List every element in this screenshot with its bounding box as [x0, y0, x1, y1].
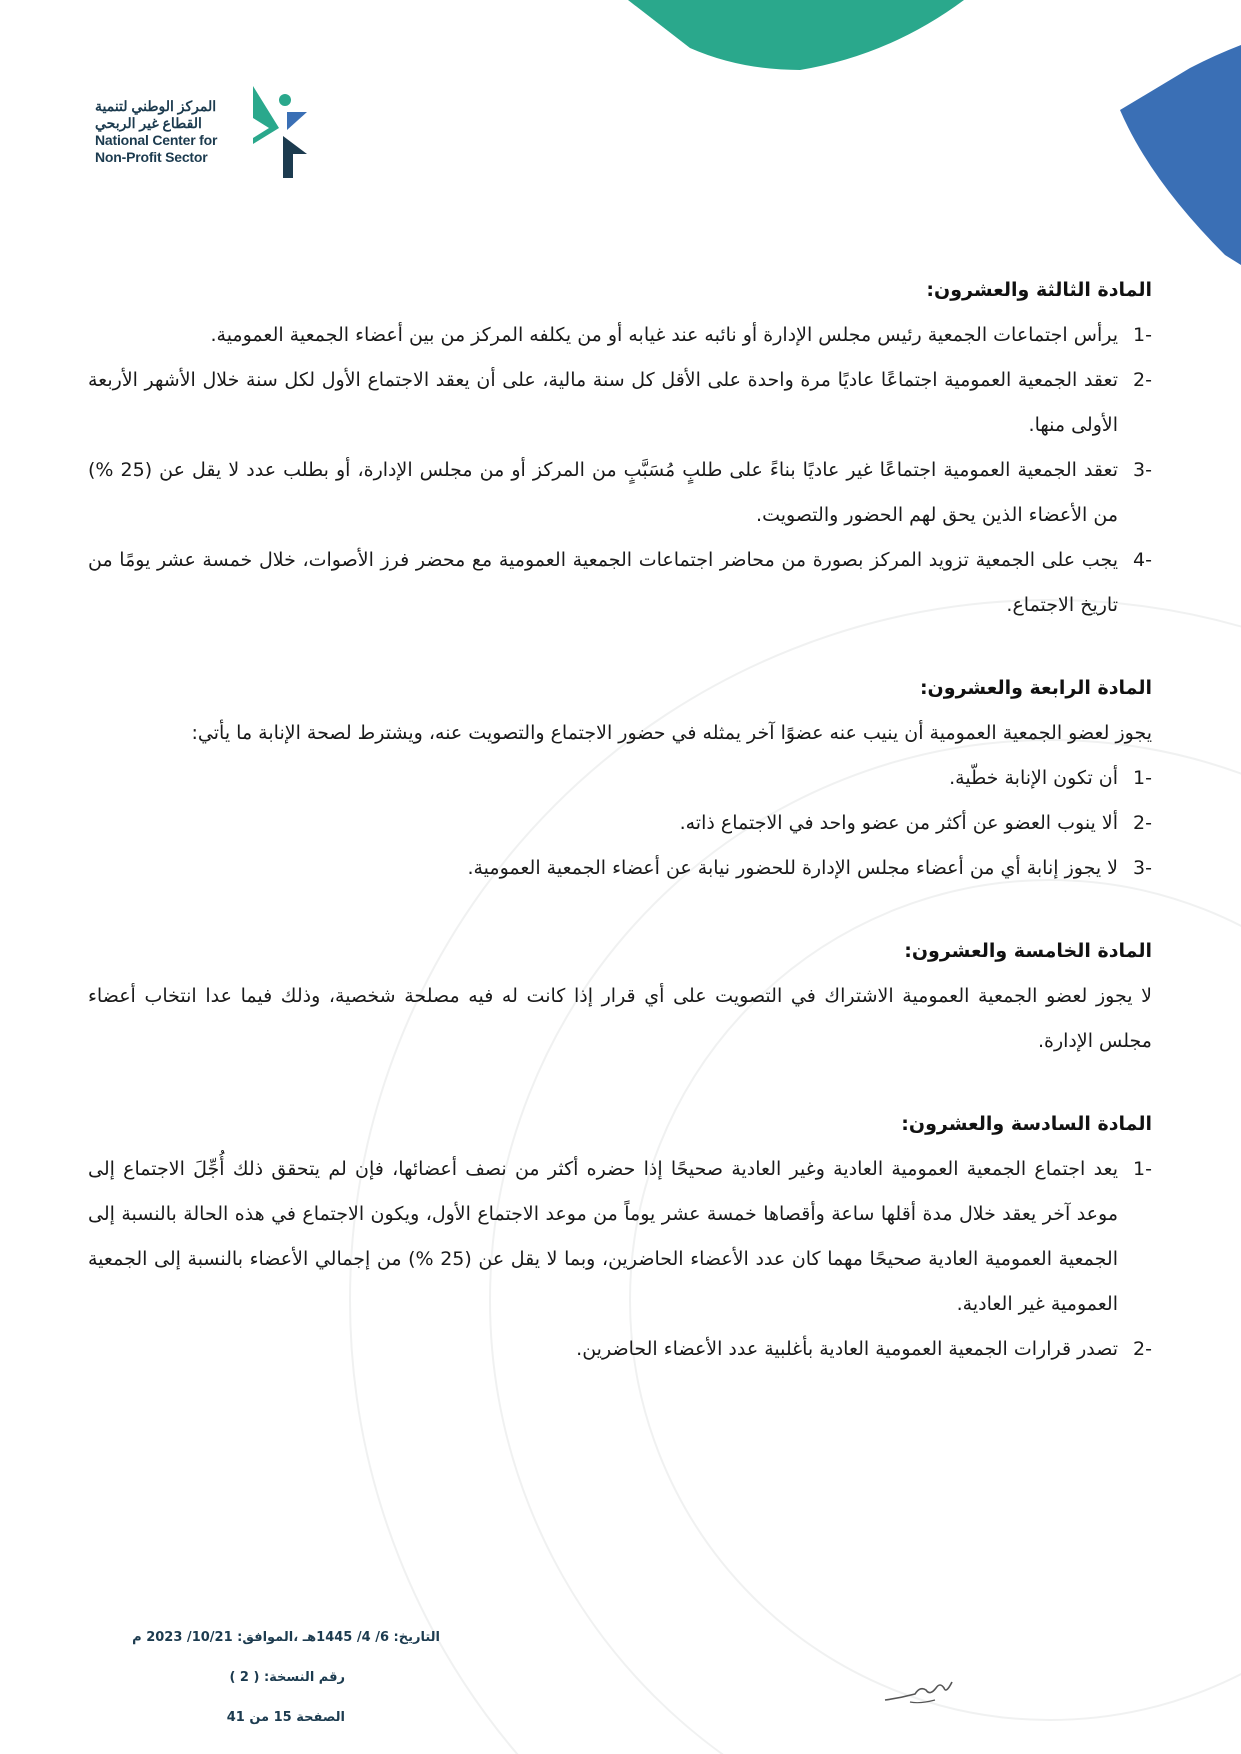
footer-page-number: الصفحة 15 من 41 — [226, 1710, 345, 1725]
item-text: يعد اجتماع الجمعية العمومية العادية وغير العادية صحيحًا إذا حضره أكثر من نصف أعضائها، فإن لم يتحقق ذلك أُجِّلَ الاجتماع إلى موعد آخر يعقد خلال مدة أقلها ساعة وأقصاها خمسة عشر يوماً من موعد الاجتماع الأول، ويكون الاجتماع في هذه الحالة بالنسبة إلى الجمعية العمومية العادية صحيحًا مهما كان عدد الأعضاء الحاضرين، وبما لا يقل عن (25 %) من إجمالي الأعضاء بالنسبة إلى الجمعية العمومية غير العادية. — [88, 1158, 1119, 1315]
item-number: 3- — [1133, 459, 1152, 481]
item-number: 2- — [1133, 1338, 1152, 1360]
footer-date: التاريخ: 6/ 4/ 1445هـ ،الموافق: 10/21/ 2023 م — [132, 1630, 440, 1645]
item-number: 1- — [1133, 1158, 1152, 1180]
item-text: تصدر قرارات الجمعية العمومية العادية بأغلبية عدد الأعضاء الحاضرين. — [576, 1338, 1118, 1360]
article-26 — [88, 1102, 1152, 1372]
item-number: 1- — [1133, 324, 1152, 346]
logo-mark-icon — [245, 78, 325, 188]
article-25 — [88, 929, 1152, 1064]
teal-corner-shape — [628, 0, 964, 70]
item-number: 3- — [1133, 857, 1152, 879]
article-item — [88, 1147, 1152, 1327]
logo-arabic-line1: المركز الوطني لتنمية — [95, 98, 217, 114]
article-intro: يجوز لعضو الجمعية العمومية أن ينيب عنه عضوًا آخر يمثله في حضور الاجتماع والتصويت عنه، ويشترط لصحة الإنابة ما يأتي: — [191, 722, 1152, 744]
article-item — [88, 358, 1152, 448]
article-item — [88, 448, 1152, 538]
blue-corner-shape — [1120, 45, 1241, 265]
article-23 — [88, 268, 1152, 628]
article-heading: المادة الخامسة والعشرون: — [904, 940, 1152, 962]
article-heading: المادة السادسة والعشرون: — [901, 1113, 1152, 1135]
article-subitem — [88, 756, 1152, 801]
item-text: يرأس اجتماعات الجمعية رئيس مجلس الإدارة أو نائبه عند غيابه أو من يكلفه المركز من بين أعضاء الجمعية العمومية. — [210, 324, 1118, 346]
item-number: 4- — [1133, 549, 1152, 571]
article-subitem — [88, 846, 1152, 891]
organization-logo — [95, 78, 335, 188]
article-heading: المادة الثالثة والعشرون: — [926, 279, 1152, 301]
logo-text — [95, 98, 255, 166]
logo-arabic-line2: القطاع غير الربحي — [95, 115, 202, 131]
article-subitem — [88, 801, 1152, 846]
article-item — [88, 538, 1152, 628]
document-body — [88, 268, 1152, 1372]
article-item — [88, 313, 1152, 358]
item-text: تعقد الجمعية العمومية اجتماعًا عاديًا مرة واحدة على الأقل كل سنة مالية، على أن يعقد الاجتماع الأول لكل سنة خلال الأشهر الأربعة الأولى منها. — [88, 369, 1118, 436]
item-number: 2- — [1133, 369, 1152, 391]
logo-english-line2: Non-Profit Sector — [95, 149, 208, 165]
article-intro: لا يجوز لعضو الجمعية العمومية الاشتراك في التصويت على أي قرار إذا كانت له فيه مصلحة شخصية، وذلك فيما عدا انتخاب أعضاء مجلس الإدارة. — [88, 985, 1152, 1052]
article-item — [88, 1327, 1152, 1372]
item-number: 1- — [1133, 767, 1152, 789]
article-heading: المادة الرابعة والعشرون: — [919, 677, 1152, 699]
article-24 — [88, 666, 1152, 891]
signature-mark — [880, 1668, 960, 1708]
item-text: أن تكون الإنابة خطّية. — [949, 767, 1118, 789]
footer-version: رقم النسخة: ( 2 ) — [229, 1670, 345, 1685]
logo-english-line1: National Center for — [95, 132, 218, 148]
item-text: لا يجوز إنابة أي من أعضاء مجلس الإدارة للحضور نيابة عن أعضاء الجمعية العمومية. — [467, 857, 1118, 879]
item-text: يجب على الجمعية تزويد المركز بصورة من محاضر اجتماعات الجمعية العمومية مع محضر فرز الأصوات، خلال خمسة عشر يومًا من تاريخ الاجتماع. — [88, 549, 1118, 616]
item-text: ألا ينوب العضو عن أكثر من عضو واحد في الاجتماع ذاته. — [679, 812, 1118, 834]
item-text: تعقد الجمعية العمومية اجتماعًا غير عاديًا بناءً على طلبٍ مُسَبَّبٍ من المركز أو من مجلس الإدارة، أو بطلب عدد لا يقل عن (25 %) من الأعضاء الذين يحق لهم الحضور والتصويت. — [88, 459, 1118, 526]
item-number: 2- — [1133, 812, 1152, 834]
